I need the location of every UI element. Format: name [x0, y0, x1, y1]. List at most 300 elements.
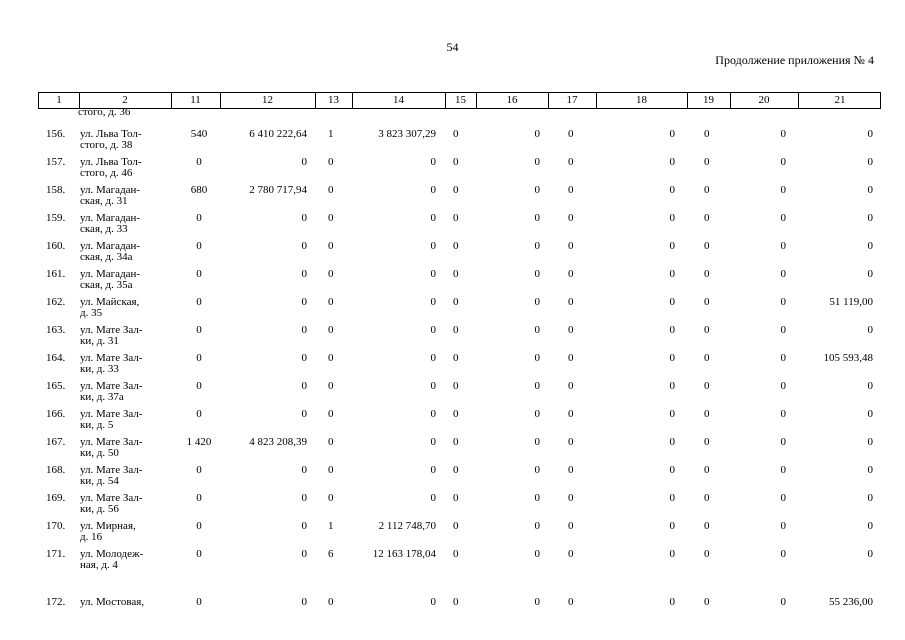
address-line-2: ская, д. 34а	[80, 251, 133, 263]
address-cell	[80, 269, 170, 291]
address-line-2: ки, д. 56	[80, 503, 119, 515]
address-line-1: ул. Мате Зал-	[80, 492, 143, 504]
value-cell-c13: 0	[328, 212, 334, 224]
address-line-2: ская, д. 35а	[80, 279, 133, 291]
table-header	[38, 92, 881, 109]
table-row	[38, 129, 881, 153]
value-cell-c15: 0	[453, 352, 459, 364]
value-cell-c13: 0	[328, 464, 334, 476]
table-row	[38, 493, 881, 517]
value-cell-c15: 0	[453, 596, 459, 608]
value-cell-c14: 0	[430, 352, 436, 364]
value-cell-c15: 0	[453, 492, 459, 504]
value-cell-c17: 0	[568, 520, 574, 532]
value-cell-c11: 0	[196, 492, 202, 504]
value-cell-c19: 0	[704, 212, 710, 224]
value-cell-c17: 0	[568, 324, 574, 336]
header-col-15: 15	[455, 94, 466, 106]
value-cell-c18: 0	[669, 156, 675, 168]
value-cell-c16: 0	[534, 596, 540, 608]
value-cell-c17: 0	[568, 596, 574, 608]
value-cell-c20: 0	[780, 212, 786, 224]
value-cell-c11: 0	[196, 548, 202, 560]
value-cell-c14: 0	[430, 296, 436, 308]
address-line-1: ул. Мирная,	[80, 520, 136, 532]
value-cell-c14: 0	[430, 212, 436, 224]
value-cell-c18: 0	[669, 128, 675, 140]
value-cell-c17: 0	[568, 352, 574, 364]
value-cell-c15: 0	[453, 212, 459, 224]
value-cell-c15: 0	[453, 268, 459, 280]
table-row	[38, 465, 881, 489]
value-cell-c17: 0	[568, 408, 574, 420]
value-cell-c21: 0	[867, 408, 873, 420]
table-row	[38, 269, 881, 293]
value-cell-c12: 2 780 717,94	[249, 184, 307, 196]
value-cell-c14: 0	[430, 380, 436, 392]
value-cell-c18: 0	[669, 520, 675, 532]
value-cell-c12: 0	[301, 492, 307, 504]
value-cell-c12: 0	[301, 296, 307, 308]
value-cell-c19: 0	[704, 380, 710, 392]
row-number: 165.	[46, 380, 66, 392]
value-cell-c21: 51 119,00	[829, 296, 873, 308]
value-cell-c12: 0	[301, 156, 307, 168]
value-cell-c11: 0	[196, 380, 202, 392]
address-line-2: стого, д. 38	[80, 139, 133, 151]
header-col-19: 19	[703, 94, 714, 106]
value-cell-c20: 0	[780, 268, 786, 280]
value-cell-c14: 0	[430, 492, 436, 504]
header-col-20: 20	[758, 94, 770, 106]
value-cell-c13: 0	[328, 436, 334, 448]
address-line-1: ул. Магадан-	[80, 268, 141, 280]
value-cell-c16: 0	[534, 408, 540, 420]
value-cell-c21: 105 593,48	[823, 352, 873, 364]
value-cell-c19: 0	[704, 520, 710, 532]
header-col-14: 14	[393, 94, 404, 106]
address-line-1: ул. Льва Тол-	[80, 128, 142, 140]
value-cell-c11: 0	[196, 240, 202, 252]
value-cell-c11: 0	[196, 520, 202, 532]
address-cell	[80, 325, 170, 347]
value-cell-c21: 0	[867, 324, 873, 336]
value-cell-c11: 540	[190, 128, 208, 140]
value-cell-c21: 0	[867, 128, 873, 140]
address-cell	[80, 597, 170, 608]
row-number: 158.	[46, 184, 66, 196]
value-cell-c15: 0	[453, 464, 459, 476]
value-cell-c11: 0	[196, 324, 202, 336]
value-cell-c11: 680	[190, 184, 208, 196]
value-cell-c12: 0	[301, 596, 307, 608]
value-cell-c13: 0	[328, 408, 334, 420]
value-cell-c18: 0	[669, 324, 675, 336]
value-cell-c20: 0	[780, 296, 786, 308]
row-number: 156.	[46, 128, 66, 140]
header-col-2: 2	[122, 94, 128, 106]
value-cell-c13: 1	[328, 520, 334, 532]
value-cell-c12: 0	[301, 408, 307, 420]
value-cell-c18: 0	[669, 296, 675, 308]
address-line-1: ул. Льва Тол-	[80, 156, 142, 168]
address-cell	[80, 297, 170, 319]
value-cell-c21: 0	[867, 548, 873, 560]
value-cell-c17: 0	[568, 492, 574, 504]
value-cell-c21: 0	[867, 492, 873, 504]
header-divider	[687, 93, 688, 108]
value-cell-c18: 0	[669, 212, 675, 224]
value-cell-c20: 0	[780, 380, 786, 392]
address-line-1: ул. Мате Зал-	[80, 380, 143, 392]
value-cell-c12: 0	[301, 520, 307, 532]
value-cell-c20: 0	[780, 408, 786, 420]
value-cell-c19: 0	[704, 352, 710, 364]
address-line-1: ул. Магадан-	[80, 212, 141, 224]
row-number: 159.	[46, 212, 66, 224]
value-cell-c20: 0	[780, 352, 786, 364]
header-divider	[548, 93, 549, 108]
value-cell-c19: 0	[704, 436, 710, 448]
address-line-2: ки, д. 5	[80, 419, 114, 431]
header-col-11: 11	[190, 94, 201, 106]
value-cell-c20: 0	[780, 464, 786, 476]
value-cell-c12: 0	[301, 352, 307, 364]
value-cell-c20: 0	[780, 240, 786, 252]
value-cell-c13: 0	[328, 296, 334, 308]
value-cell-c14: 12 163 178,04	[372, 548, 436, 560]
header-divider	[476, 93, 477, 108]
value-cell-c13: 0	[328, 352, 334, 364]
table-row	[38, 297, 881, 321]
value-cell-c20: 0	[780, 596, 786, 608]
value-cell-c14: 0	[430, 184, 436, 196]
value-cell-c16: 0	[534, 128, 540, 140]
value-cell-c17: 0	[568, 240, 574, 252]
value-cell-c17: 0	[568, 464, 574, 476]
row-number: 166.	[46, 408, 66, 420]
address-line-2: ная, д. 4	[80, 559, 118, 571]
value-cell-c19: 0	[704, 268, 710, 280]
address-line-2: ская, д. 33	[80, 223, 128, 235]
value-cell-c12: 0	[301, 212, 307, 224]
value-cell-c11: 0	[196, 296, 202, 308]
value-cell-c16: 0	[534, 380, 540, 392]
value-cell-c21: 55 236,00	[829, 596, 873, 608]
value-cell-c16: 0	[534, 184, 540, 196]
table-row	[38, 325, 881, 349]
value-cell-c14: 2 112 748,70	[378, 520, 436, 532]
value-cell-c18: 0	[669, 436, 675, 448]
appendix-note: Продолжение приложения № 4	[715, 53, 874, 67]
value-cell-c20: 0	[780, 324, 786, 336]
value-cell-c21: 0	[867, 436, 873, 448]
address-line-1: ул. Магадан-	[80, 240, 141, 252]
value-cell-c18: 0	[669, 464, 675, 476]
continued-address: стого, д. 36	[78, 106, 131, 118]
address-cell	[80, 213, 170, 235]
table-row	[38, 157, 881, 181]
value-cell-c17: 0	[568, 296, 574, 308]
value-cell-c13: 6	[328, 548, 334, 560]
value-cell-c11: 0	[196, 408, 202, 420]
value-cell-c11: 0	[196, 156, 202, 168]
value-cell-c17: 0	[568, 436, 574, 448]
row-number: 171.	[46, 548, 66, 560]
address-line-1: ул. Майская,	[80, 296, 140, 308]
value-cell-c16: 0	[534, 492, 540, 504]
value-cell-c13: 1	[328, 128, 334, 140]
address-cell	[80, 549, 170, 571]
header-divider	[596, 93, 597, 108]
address-line-1: ул. Магадан-	[80, 184, 141, 196]
address-line-1: ул. Мате Зал-	[80, 408, 143, 420]
header-divider	[352, 93, 353, 108]
value-cell-c14: 3 823 307,29	[378, 128, 436, 140]
row-number: 164.	[46, 352, 66, 364]
address-line-2: ская, д. 31	[80, 195, 128, 207]
header-divider	[798, 93, 799, 108]
address-line-2: стого, д. 46	[80, 167, 133, 179]
address-cell	[80, 381, 170, 403]
address-line-2: ки, д. 37а	[80, 391, 124, 403]
row-number: 161.	[46, 268, 66, 280]
value-cell-c12: 4 823 208,39	[249, 436, 307, 448]
value-cell-c14: 0	[430, 324, 436, 336]
value-cell-c16: 0	[534, 464, 540, 476]
address-line-1: ул. Мате Зал-	[80, 352, 143, 364]
table-row	[38, 353, 881, 377]
value-cell-c19: 0	[704, 156, 710, 168]
header-divider	[730, 93, 731, 108]
header-divider	[445, 93, 446, 108]
value-cell-c14: 0	[430, 408, 436, 420]
value-cell-c11: 1 420	[186, 436, 212, 448]
address-cell	[80, 157, 170, 179]
header-divider	[315, 93, 316, 108]
value-cell-c19: 0	[704, 464, 710, 476]
table-row	[38, 381, 881, 405]
value-cell-c13: 0	[328, 324, 334, 336]
value-cell-c12: 0	[301, 240, 307, 252]
value-cell-c13: 0	[328, 156, 334, 168]
table-row	[38, 241, 881, 265]
address-cell	[80, 241, 170, 263]
row-number: 170.	[46, 520, 66, 532]
value-cell-c20: 0	[780, 436, 786, 448]
row-number: 157.	[46, 156, 66, 168]
value-cell-c11: 0	[196, 268, 202, 280]
address-line-2: ки, д. 33	[80, 363, 119, 375]
value-cell-c12: 6 410 222,64	[249, 128, 307, 140]
data-table	[38, 92, 881, 640]
table-row	[38, 521, 881, 545]
value-cell-c20: 0	[780, 492, 786, 504]
value-cell-c18: 0	[669, 380, 675, 392]
header-col-18: 18	[636, 94, 647, 106]
value-cell-c21: 0	[867, 268, 873, 280]
row-number: 162.	[46, 296, 66, 308]
row-number: 163.	[46, 324, 66, 336]
value-cell-c20: 0	[780, 156, 786, 168]
value-cell-c15: 0	[453, 408, 459, 420]
value-cell-c11: 0	[196, 212, 202, 224]
value-cell-c16: 0	[534, 324, 540, 336]
value-cell-c13: 0	[328, 596, 334, 608]
value-cell-c18: 0	[669, 596, 675, 608]
value-cell-c18: 0	[669, 408, 675, 420]
value-cell-c21: 0	[867, 156, 873, 168]
value-cell-c15: 0	[453, 184, 459, 196]
value-cell-c15: 0	[453, 548, 459, 560]
value-cell-c16: 0	[534, 548, 540, 560]
value-cell-c19: 0	[704, 296, 710, 308]
address-line-2: ки, д. 54	[80, 475, 119, 487]
value-cell-c12: 0	[301, 380, 307, 392]
value-cell-c11: 0	[196, 352, 202, 364]
header-divider	[171, 93, 172, 108]
value-cell-c20: 0	[780, 520, 786, 532]
value-cell-c17: 0	[568, 128, 574, 140]
value-cell-c16: 0	[534, 436, 540, 448]
value-cell-c16: 0	[534, 268, 540, 280]
address-line-2: д. 16	[80, 531, 103, 543]
value-cell-c14: 0	[430, 240, 436, 252]
value-cell-c18: 0	[669, 268, 675, 280]
table-row	[38, 549, 881, 573]
value-cell-c21: 0	[867, 464, 873, 476]
row-number: 168.	[46, 464, 66, 476]
value-cell-c16: 0	[534, 212, 540, 224]
value-cell-c16: 0	[534, 520, 540, 532]
row-number: 169.	[46, 492, 66, 504]
value-cell-c15: 0	[453, 128, 459, 140]
header-col-16: 16	[506, 94, 518, 106]
value-cell-c21: 0	[867, 380, 873, 392]
value-cell-c11: 0	[196, 464, 202, 476]
value-cell-c20: 0	[780, 548, 786, 560]
value-cell-c21: 0	[867, 520, 873, 532]
value-cell-c16: 0	[534, 156, 540, 168]
address-cell	[80, 493, 170, 515]
value-cell-c15: 0	[453, 240, 459, 252]
header-col-1: 1	[56, 94, 62, 106]
value-cell-c18: 0	[669, 492, 675, 504]
value-cell-c14: 0	[430, 596, 436, 608]
row-number: 172.	[46, 596, 66, 608]
value-cell-c14: 0	[430, 268, 436, 280]
value-cell-c12: 0	[301, 324, 307, 336]
row-number: 160.	[46, 240, 66, 252]
value-cell-c15: 0	[453, 324, 459, 336]
address-cell	[80, 129, 170, 151]
table-row	[38, 597, 881, 621]
value-cell-c19: 0	[704, 596, 710, 608]
value-cell-c19: 0	[704, 408, 710, 420]
value-cell-c19: 0	[704, 184, 710, 196]
value-cell-c19: 0	[704, 128, 710, 140]
value-cell-c15: 0	[453, 156, 459, 168]
value-cell-c19: 0	[704, 492, 710, 504]
header-col-21: 21	[834, 94, 846, 106]
value-cell-c13: 0	[328, 240, 334, 252]
address-line-1: ул. Мостовая,	[80, 596, 145, 608]
address-line-2: д. 35	[80, 307, 103, 319]
value-cell-c19: 0	[704, 324, 710, 336]
value-cell-c14: 0	[430, 436, 436, 448]
value-cell-c13: 0	[328, 492, 334, 504]
value-cell-c18: 0	[669, 240, 675, 252]
value-cell-c12: 0	[301, 464, 307, 476]
value-cell-c12: 0	[301, 268, 307, 280]
value-cell-c15: 0	[453, 436, 459, 448]
address-cell	[80, 437, 170, 459]
address-cell	[80, 409, 170, 431]
value-cell-c17: 0	[568, 548, 574, 560]
value-cell-c16: 0	[534, 296, 540, 308]
header-divider	[220, 93, 221, 108]
value-cell-c16: 0	[534, 352, 540, 364]
address-line-1: ул. Мате Зал-	[80, 464, 143, 476]
value-cell-c17: 0	[568, 380, 574, 392]
header-col-13: 13	[328, 94, 339, 106]
value-cell-c17: 0	[568, 156, 574, 168]
address-line-2: ки, д. 31	[80, 335, 119, 347]
value-cell-c20: 0	[780, 128, 786, 140]
value-cell-c19: 0	[704, 240, 710, 252]
address-cell	[80, 353, 170, 375]
value-cell-c16: 0	[534, 240, 540, 252]
value-cell-c17: 0	[568, 268, 574, 280]
address-line-1: ул. Молодеж-	[80, 548, 144, 560]
value-cell-c15: 0	[453, 296, 459, 308]
value-cell-c12: 0	[301, 548, 307, 560]
header-col-17: 17	[566, 94, 578, 106]
table-row	[38, 437, 881, 461]
value-cell-c17: 0	[568, 184, 574, 196]
value-cell-c17: 0	[568, 212, 574, 224]
address-line-1: ул. Мате Зал-	[80, 436, 143, 448]
value-cell-c21: 0	[867, 184, 873, 196]
value-cell-c20: 0	[780, 184, 786, 196]
address-cell	[80, 465, 170, 487]
address-line-1: ул. Мате Зал-	[80, 324, 143, 336]
table-row	[38, 409, 881, 433]
table-row	[38, 185, 881, 209]
value-cell-c14: 0	[430, 464, 436, 476]
address-cell	[80, 521, 170, 543]
value-cell-c19: 0	[704, 548, 710, 560]
value-cell-c21: 0	[867, 212, 873, 224]
value-cell-c13: 0	[328, 268, 334, 280]
value-cell-c18: 0	[669, 184, 675, 196]
value-cell-c13: 0	[328, 380, 334, 392]
row-number: 167.	[46, 436, 66, 448]
value-cell-c21: 0	[867, 240, 873, 252]
header-col-12: 12	[262, 94, 273, 106]
value-cell-c14: 0	[430, 156, 436, 168]
value-cell-c13: 0	[328, 184, 334, 196]
page-number: 54	[446, 40, 459, 54]
value-cell-c18: 0	[669, 548, 675, 560]
value-cell-c15: 0	[453, 520, 459, 532]
table-row	[38, 213, 881, 237]
value-cell-c11: 0	[196, 596, 202, 608]
value-cell-c15: 0	[453, 380, 459, 392]
address-cell	[80, 185, 170, 207]
address-line-2: ки, д. 50	[80, 447, 119, 459]
value-cell-c18: 0	[669, 352, 675, 364]
